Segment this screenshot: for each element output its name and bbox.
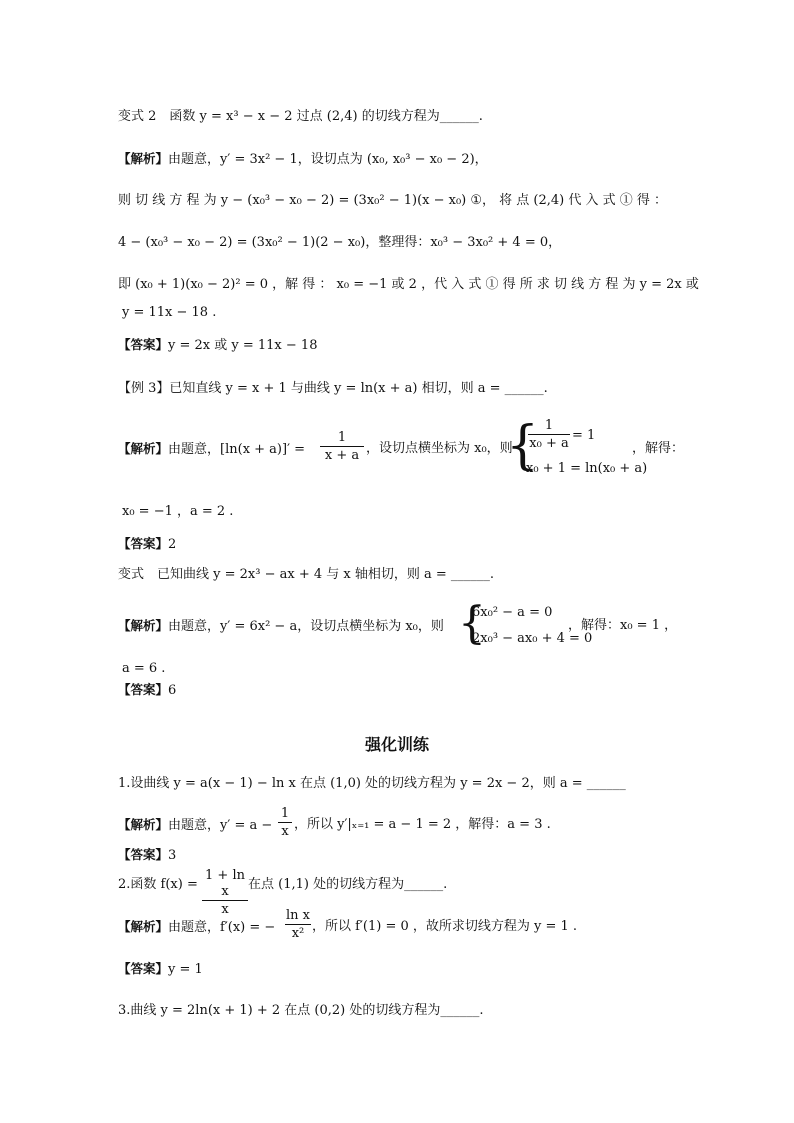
- variant2-question: 变式 2 函数 y = x³ − x − 2 过点 (2,4) 的切线方程为______.: [118, 109, 483, 124]
- fraction-derivative: [285, 908, 311, 943]
- example3-analysis-end: ，解得：: [632, 441, 685, 456]
- fraction-derivative: [320, 430, 364, 465]
- system-brace: {: [458, 598, 486, 649]
- answer-tag: 【答案】: [118, 337, 169, 352]
- fraction-numerator: 1 + ln x: [202, 868, 248, 901]
- variant2-answer: [118, 336, 317, 355]
- fraction-denominator: x: [221, 902, 229, 917]
- fraction-denominator: x²: [291, 926, 305, 941]
- fraction-denominator: x: [281, 824, 289, 839]
- exercise1-analysis-cont: ，所以 y′|ₓ₌₁ = a − 1 = 2 ，解得：a = 3 .: [294, 817, 551, 832]
- example3-analysis: [118, 440, 305, 459]
- analysis-text: 由题意，f′(x) = −: [168, 920, 276, 935]
- system-eq1-fraction: [528, 418, 570, 453]
- variant-analysis-end: ，解得：x₀ = 1 ，: [568, 618, 678, 633]
- variant2-analysis-line1: [118, 150, 488, 169]
- answer-text: 6: [168, 683, 177, 698]
- analysis-text: 由题意，y′ = 3x² − 1，设切点为 (x₀, x₀³ − x₀ − 2)，: [168, 152, 488, 167]
- exercise3-question: 3.曲线 y = 2ln(x + 1) + 2 在点 (0,2) 处的切线方程为______.: [118, 1003, 484, 1018]
- system-eq2: x₀ + 1 = ln(x₀ + a): [526, 461, 648, 476]
- analysis-tag: 【解析】: [118, 441, 169, 456]
- answer-text: 2: [168, 537, 177, 552]
- exercise2-analysis-cont: ，所以 f′(1) = 0 ，故所求切线方程为 y = 1 .: [312, 919, 578, 934]
- fraction-numerator: 1: [278, 806, 292, 823]
- analysis-text: 由题意，[ln(x + a)]′ =: [168, 442, 306, 457]
- variant-question: 变式 已知曲线 y = 2x³ − ax + 4 与 x 轴相切，则 a = ______.: [118, 567, 495, 582]
- exercise2-question: 2.函数 f(x) =: [118, 877, 198, 892]
- analysis-text: 由题意，y′ = a −: [168, 818, 273, 833]
- variant2-analysis-line4: 即 (x₀ + 1)(x₀ − 2)² = 0 ，解 得 ： x₀ = −1 或 2 ，代 入 式 ① 得 所 求 切 线 方 程 为 y = 2x 或: [118, 277, 699, 292]
- example3-analysis-cont: ，设切点横坐标为 x₀，则: [366, 441, 513, 456]
- exercise2-answer: [118, 960, 203, 979]
- example3-question: 【例 3】已知直线 y = x + 1 与曲线 y = ln(x + a) 相切，则 a = ______.: [118, 381, 548, 396]
- variant2-analysis-line3: 4 − (x₀³ − x₀ − 2) = (3x₀² − 1)(2 − x₀)，整理得：x₀³ − 3x₀² + 4 = 0，: [118, 235, 562, 250]
- example3-analysis-result: x₀ = −1 ，a = 2 .: [122, 504, 234, 519]
- fraction-numerator: 1: [320, 430, 364, 447]
- analysis-tag: 【解析】: [118, 618, 169, 633]
- variant2-analysis-line2: 则 切 线 方 程 为 y − (x₀³ − x₀ − 2) = (3x₀² − 1)(x − x₀) ①， 将 点 (2,4) 代 入 式 ① 得 ：: [118, 193, 668, 208]
- variant-answer: [118, 681, 176, 700]
- example3-answer: [118, 535, 176, 554]
- analysis-tag: 【解析】: [118, 817, 169, 832]
- system-brace: {: [506, 416, 540, 476]
- answer-text: 3: [168, 848, 177, 863]
- analysis-tag: 【解析】: [118, 151, 169, 166]
- answer-tag: 【答案】: [118, 847, 169, 862]
- section-title: 强化训练: [364, 735, 429, 754]
- answer-text: y = 2x 或 y = 11x − 18: [168, 338, 318, 353]
- fraction-denominator: x + a: [324, 448, 360, 463]
- exercise1-analysis: [118, 816, 272, 835]
- exercise1-answer: [118, 846, 176, 865]
- variant-analysis: [118, 617, 444, 636]
- system-eq1-rhs: = 1: [572, 428, 596, 443]
- answer-text: y = 1: [168, 962, 203, 977]
- system-eq1: 6x₀² − a = 0: [472, 605, 553, 620]
- answer-tag: 【答案】: [118, 961, 169, 976]
- analysis-tag: 【解析】: [118, 919, 169, 934]
- fraction-numerator: ln x: [286, 908, 310, 923]
- answer-tag: 【答案】: [118, 682, 169, 697]
- fraction-function: [202, 868, 248, 919]
- variant-analysis-result: a = 6 .: [122, 661, 166, 676]
- system-eq2: 2x₀³ − ax₀ + 4 = 0: [472, 631, 593, 646]
- variant2-analysis-line5: y = 11x − 18 .: [122, 305, 217, 320]
- fraction-numerator: 1: [528, 418, 570, 435]
- fraction-one-over-x: [278, 806, 292, 841]
- analysis-text: 由题意，y′ = 6x² − a，设切点横坐标为 x₀，则: [168, 619, 444, 634]
- exercise1-question: 1.设曲线 y = a(x − 1) − ln x 在点 (1,0) 处的切线方程为 y = 2x − 2，则 a = ______: [118, 776, 626, 791]
- exercise2-analysis: [118, 918, 275, 937]
- answer-tag: 【答案】: [118, 536, 169, 551]
- exercise2-question-cont: 在点 (1,1) 处的切线方程为______.: [248, 877, 448, 892]
- fraction-denominator: x₀ + a: [529, 436, 569, 451]
